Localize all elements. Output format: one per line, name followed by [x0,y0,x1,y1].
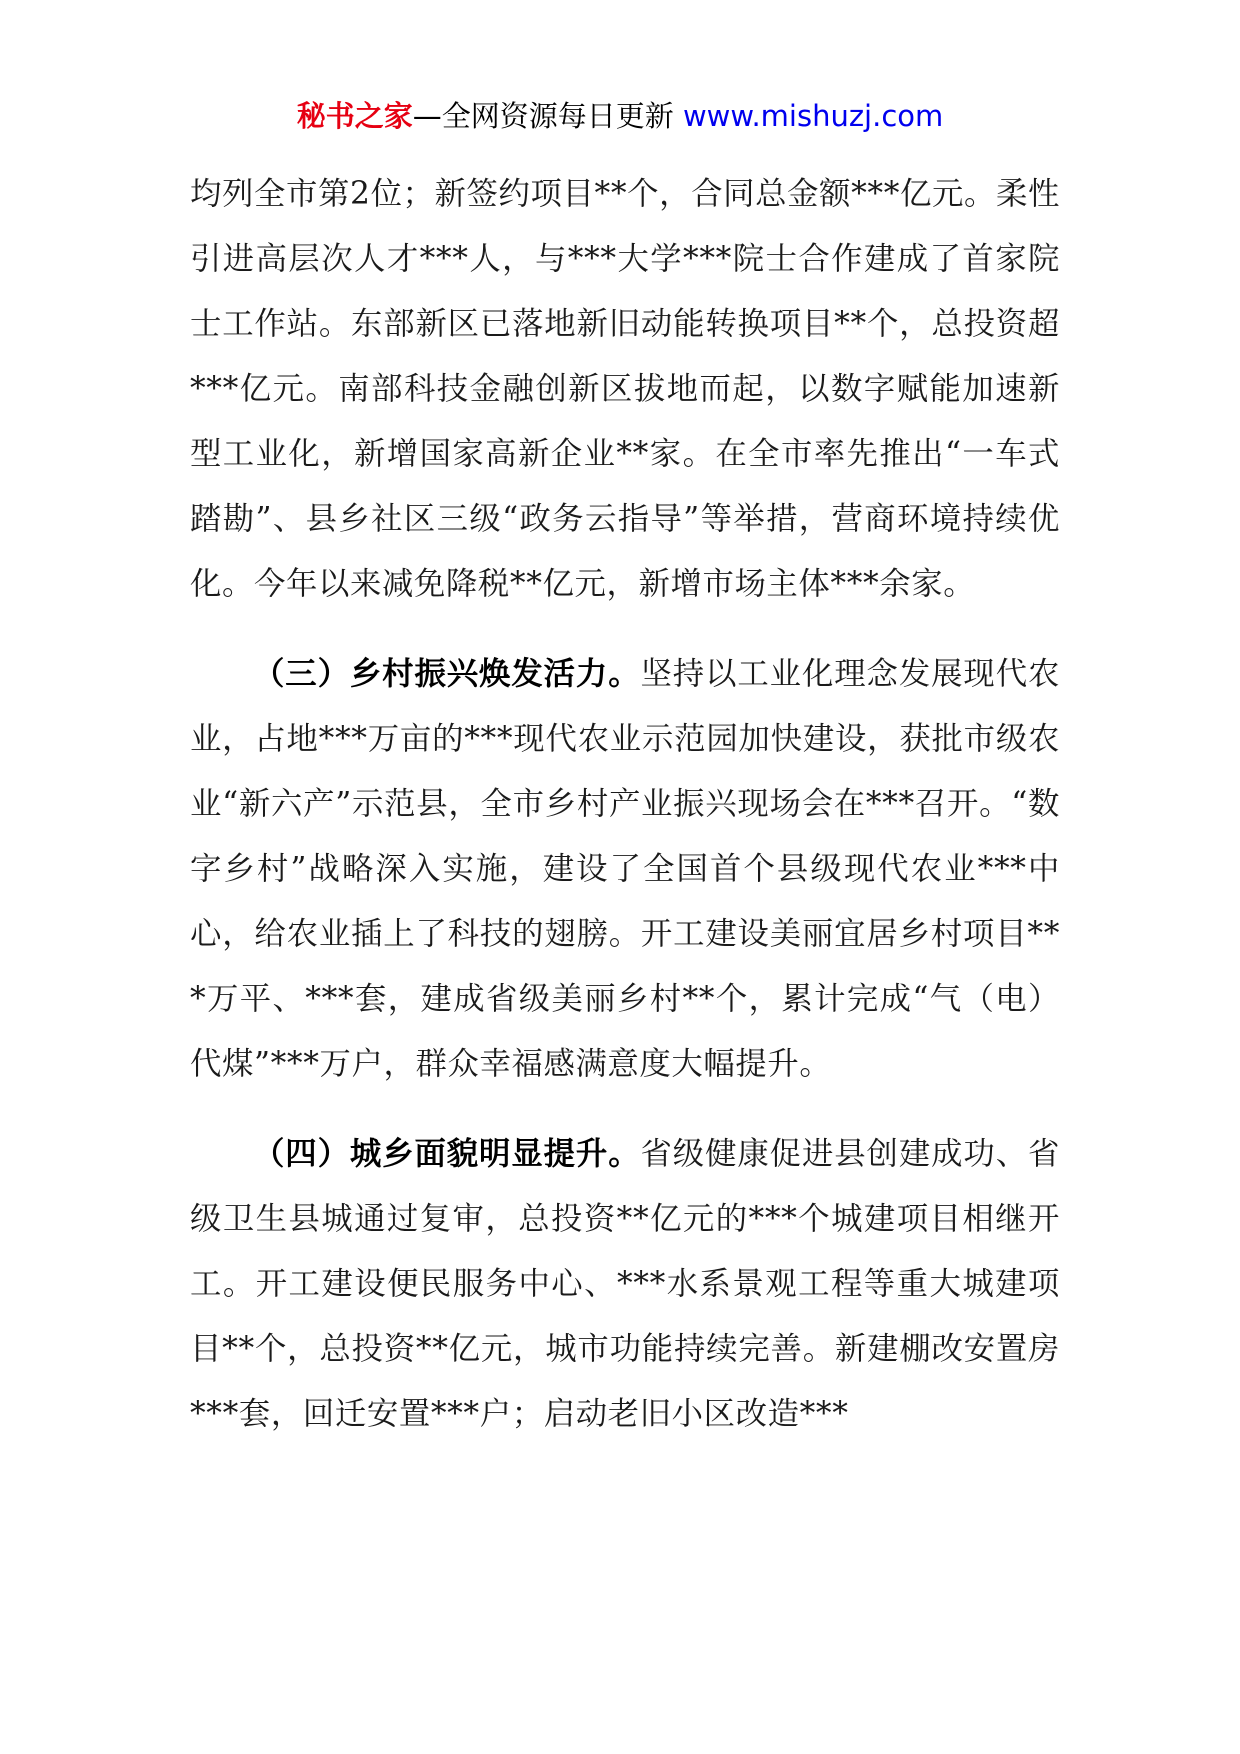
section-heading-four: （四）城乡面貌明显提升。 [253,1136,641,1172]
site-watermark-header [0,96,1240,136]
paragraph-rural-revitalization [190,642,1060,1097]
document-body [190,162,1060,1447]
paragraph-text: 坚持以工业化理念发展现代农业，占地***万亩的***现代农业示范园加快建设，获批市级农业“新六产”示范县，全市乡村产业振兴现场会在***召开。“数字乡村”战略深入实施，建设了全国首个县级现代农业***中心，给农业插上了科技的翅膀。开工建设美丽宜居乡村项目***万平、***套，建成省级美丽乡村**个，累计完成“气（电）代煤”***万户，群众幸福感满意度大幅提升。 [190,656,1060,1082]
paragraph-continued [190,162,1060,617]
paragraph-urban-rural [190,1122,1060,1447]
header-tagline: —全网资源每日更新 [412,99,683,133]
paragraph-text: 省级健康促进县创建成功、省级卫生县城通过复审，总投资**亿元的***个城建项目相继开工。开工建设便民服务中心、***水系景观工程等重大城建项目**个，总投资**亿元，城市功能持续完善。新建棚改安置房***套，回迁安置***户；启动老旧小区改造*** [190,1136,1060,1432]
paragraph-text: 均列全市第2位；新签约项目**个，合同总金额***亿元。柔性引进高层次人才***人，与***大学***院士合作建成了首家院士工作站。东部新区已落地新旧动能转换项目**个，总投资超***亿元。南部科技金融创新区拔地而起，以数字赋能加速新型工业化，新增国家高新企业**家。在全市率先推出“一车式踏勘”、县乡社区三级“政务云指导”等举措，营商环境持续优化。今年以来减免降税**亿元，新增市场主体***余家。 [190,176,1060,602]
header-url-link[interactable]: www.mishuzj.com [682,99,944,133]
section-heading-three: （三）乡村振兴焕发活力。 [253,656,641,692]
header-brand: 秘书之家 [296,99,413,133]
